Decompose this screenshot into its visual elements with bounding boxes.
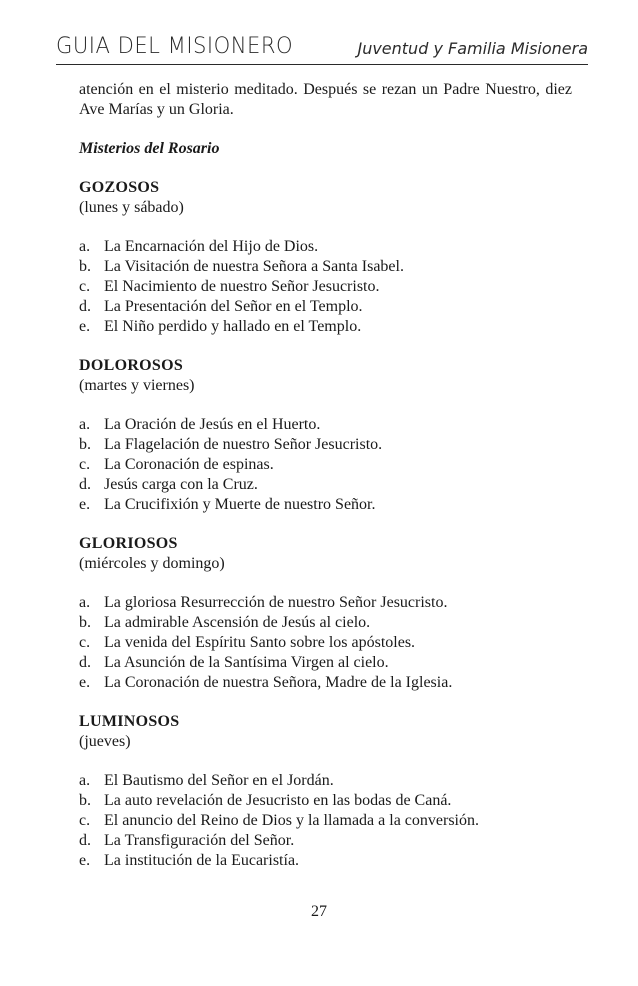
mystery-group [79, 712, 572, 871]
item-text: La Crucifixión y Muerte de nuestro Señor. [104, 496, 376, 513]
mystery-group [79, 534, 572, 693]
list-item [79, 593, 572, 613]
group-title: GOZOSOS [79, 179, 160, 196]
page-number: 27 [311, 903, 327, 920]
item-letter: d. [79, 832, 91, 849]
item-text: La Transfiguración del Señor. [104, 832, 295, 849]
list-item [79, 653, 572, 673]
item-letter: e. [79, 852, 91, 869]
list-item [79, 257, 572, 277]
item-text: La venida del Espíritu Santo sobre los apóstoles. [104, 634, 416, 651]
book-title: GUIA DEL MISIONERO [56, 34, 294, 59]
group-days: (lunes y sábado) [79, 199, 184, 216]
group-title: DOLOROSOS [79, 357, 184, 374]
item-text: La Encarnación del Hijo de Dios. [104, 238, 319, 255]
mystery-group [79, 178, 572, 337]
item-text: La admirable Ascensión de Jesús al cielo. [104, 614, 371, 631]
group-days: (jueves) [79, 733, 131, 750]
mystery-items [79, 771, 572, 871]
item-letter: c. [79, 812, 91, 829]
page-content [79, 80, 572, 890]
section-heading: Misterios del Rosario [79, 140, 220, 157]
item-text: La Visitación de nuestra Señora a Santa Isabel. [104, 258, 404, 275]
item-letter: a. [79, 238, 91, 255]
mysteries-list [79, 178, 572, 871]
item-text: La Oración de Jesús en el Huerto. [104, 416, 321, 433]
list-item [79, 673, 572, 693]
group-days: (martes y viernes) [79, 377, 195, 394]
item-text: El Nacimiento de nuestro Señor Jesucristo. [104, 278, 380, 295]
list-item [79, 633, 572, 653]
item-letter: b. [79, 792, 91, 809]
page-header [56, 30, 588, 65]
mystery-items [79, 415, 572, 515]
group-days: (miércoles y domingo) [79, 555, 225, 572]
mystery-items [79, 593, 572, 693]
item-letter: c. [79, 634, 91, 651]
list-item [79, 791, 572, 811]
item-letter: b. [79, 258, 91, 275]
item-text: El anuncio del Reino de Dios y la llamada a la conversión. [104, 812, 479, 829]
list-item [79, 831, 572, 851]
list-item [79, 277, 572, 297]
mystery-group [79, 356, 572, 515]
item-letter: b. [79, 436, 91, 453]
item-text: La auto revelación de Jesucristo en las bodas de Caná. [104, 792, 452, 809]
item-letter: e. [79, 674, 91, 691]
list-item [79, 455, 572, 475]
item-text: La gloriosa Resurrección de nuestro Señor Jesucristo. [104, 594, 448, 611]
item-letter: d. [79, 298, 91, 315]
item-letter: e. [79, 496, 91, 513]
item-letter: a. [79, 772, 91, 789]
item-letter: a. [79, 416, 91, 433]
list-item [79, 851, 572, 871]
list-item [79, 297, 572, 317]
list-item [79, 771, 572, 791]
item-text: La Presentación del Señor en el Templo. [104, 298, 363, 315]
item-text: La Coronación de espinas. [104, 456, 274, 473]
list-item [79, 317, 572, 337]
list-item [79, 237, 572, 257]
list-item [79, 495, 572, 515]
list-item [79, 415, 572, 435]
item-letter: c. [79, 456, 91, 473]
group-title: GLORIOSOS [79, 535, 178, 552]
series-title: Juventud y Familia Misionera [357, 39, 588, 58]
item-text: La Asunción de la Santísima Virgen al cielo. [104, 654, 389, 671]
item-letter: a. [79, 594, 91, 611]
item-text: La Flagelación de nuestro Señor Jesucristo. [104, 436, 383, 453]
item-letter: d. [79, 654, 91, 671]
group-title: LUMINOSOS [79, 713, 180, 730]
item-letter: d. [79, 476, 91, 493]
item-text: El Niño perdido y hallado en el Templo. [104, 318, 362, 335]
intro-paragraph: atención en el misterio meditado. Después se rezan un Padre Nuestro, diez Ave Marías y un Gloria. [79, 81, 572, 118]
list-item [79, 435, 572, 455]
item-letter: e. [79, 318, 91, 335]
list-item [79, 475, 572, 495]
item-text: El Bautismo del Señor en el Jordán. [104, 772, 334, 789]
item-text: La institución de la Eucaristía. [104, 852, 300, 869]
list-item [79, 811, 572, 831]
list-item [79, 613, 572, 633]
item-text: La Coronación de nuestra Señora, Madre de la Iglesia. [104, 674, 453, 691]
item-text: Jesús carga con la Cruz. [104, 476, 258, 493]
mystery-items [79, 237, 572, 337]
item-letter: b. [79, 614, 91, 631]
item-letter: c. [79, 278, 91, 295]
